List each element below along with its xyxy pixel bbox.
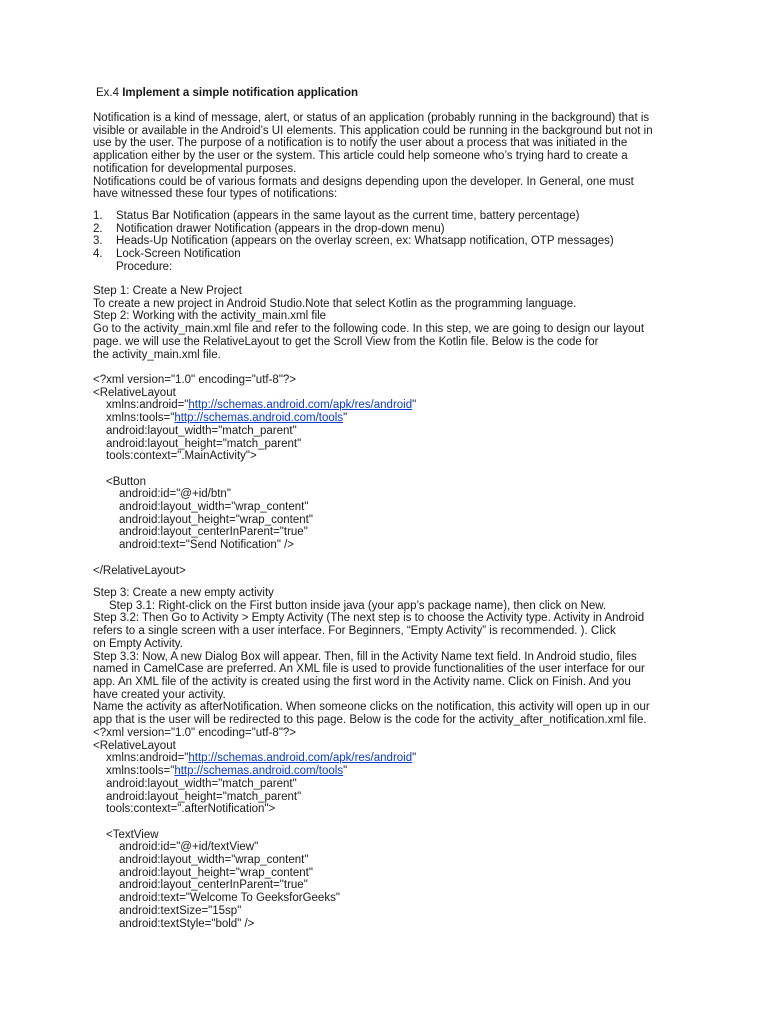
step-line: Name the activity as afterNotification. When someone clicks on the notification, this activity will open up in our: [93, 701, 650, 714]
step-line: Step 3: Create a new empty activity: [93, 587, 274, 599]
code-line: android:layout_height="wrap_content": [119, 513, 313, 526]
step-line: app. An XML file of the activity is created using the first word in the Activity name. Click on Finish. And you: [93, 675, 631, 688]
code-line: </RelativeLayout>: [93, 564, 186, 577]
intro-line: visible or available in the Android’s UI elements. This application could be running in the background but not in: [93, 124, 653, 137]
exercise-number: Ex.4: [96, 87, 123, 99]
code-line: xmlns:tools="http://schemas.android.com/tools": [106, 412, 348, 425]
step-line: Step 3.1: Right-click on the First button inside java (your app’s package name), then click on New.: [109, 599, 607, 612]
code-line: android:layout_width="match_parent": [106, 424, 297, 437]
step-line: Step 1: Create a New Project: [93, 285, 242, 297]
code-block-after-notification: [93, 727, 683, 930]
code-line: android:layout_width="match_parent": [106, 777, 297, 790]
code-line: <RelativeLayout: [93, 739, 176, 752]
step-line: have created your activity.: [93, 688, 226, 701]
code-line: <?xml version="1.0" encoding="utf-8"?>: [93, 727, 297, 739]
code-line: android:layout_height="match_parent": [106, 790, 302, 803]
step-line: named in CamelCase are preferred. An XML file is used to provide functionalities of the user interface for our: [93, 663, 645, 676]
android-schema-link[interactable]: http://schemas.android.com/apk/res/android: [188, 399, 413, 412]
code-line: android:textSize="15sp": [119, 904, 242, 917]
code-line: android:layout_centerInParent="true": [119, 879, 308, 892]
android-schema-link[interactable]: http://schemas.android.com/apk/res/android: [188, 752, 413, 765]
step-line: app that is the user will be redirected to this page. Below is the code for the activity_after_notification.xml file.: [93, 714, 647, 727]
step-3: [93, 587, 683, 727]
code-line: xmlns:tools="http://schemas.android.com/tools": [106, 765, 348, 778]
code-line: xmlns:android="http://schemas.android.com/apk/res/android": [106, 752, 417, 765]
intro-line: Notification is a kind of message, alert, or status of an application (probably running in the background) that is: [93, 112, 650, 124]
intro-line: Notifications could be of various formats and designs depending upon the developer. In General, one must: [93, 175, 634, 188]
code-line: tools:context=".afterNotification">: [106, 803, 276, 816]
intro-line: application either by the user or the system. This article could help someone who’s trying hard to create a: [93, 150, 628, 163]
code-line: android:text="Welcome To GeeksforGeeks": [119, 892, 340, 905]
exercise-title: [96, 87, 358, 100]
tools-schema-link[interactable]: http://schemas.android.com/tools: [174, 765, 344, 778]
code-line: android:layout_height="wrap_content": [119, 866, 313, 879]
step-line: the activity_main.xml file.: [93, 348, 221, 361]
tools-schema-link[interactable]: http://schemas.android.com/tools: [174, 412, 344, 425]
step-line: Step 2: Working with the activity_main.xml file: [93, 310, 327, 323]
code-line: android:id="@+id/textView": [119, 841, 259, 854]
code-line: android:text="Send Notification" />: [119, 539, 295, 552]
code-line: xmlns:android="http://schemas.android.com/apk/res/android": [106, 399, 417, 412]
list-item: 3. Heads-Up Notification (appears on the overlay screen, ex: Whatsapp notification, OTP messages): [93, 235, 614, 248]
code-block-activity-main: [93, 374, 683, 577]
exercise-heading: Implement a simple notification application: [122, 87, 359, 99]
steps-1-2: [93, 285, 683, 361]
code-line: <?xml version="1.0" encoding="utf-8"?>: [93, 374, 297, 386]
code-line: <Button: [106, 475, 146, 488]
notification-types-list: [93, 210, 693, 274]
intro-paragraph: [93, 112, 683, 201]
code-line: <TextView: [106, 828, 159, 841]
code-line: android:layout_centerInParent="true": [119, 526, 308, 539]
step-line: refers to a single screen with a user interface. For Beginners, “Empty Activity” is recommended. ). Click: [93, 625, 616, 638]
list-item: 4. Lock-Screen Notification: [93, 248, 241, 261]
code-line: <RelativeLayout: [93, 386, 176, 399]
step-line: Go to the activity_main.xml file and refer to the following code. In this step, we are going to design our layout: [93, 323, 645, 336]
code-line: android:textStyle="bold" />: [119, 917, 255, 930]
intro-line: use by the user. The purpose of a notification is to notify the user about a process that was initiated in the: [93, 137, 628, 150]
step-line: page. we will use the RelativeLayout to get the Scroll View from the Kotlin file. Below is the code for: [93, 335, 599, 348]
code-line: android:layout_width="wrap_content": [119, 501, 309, 514]
step-line: on Empty Activity.: [93, 637, 183, 650]
procedure-label: Procedure:: [116, 260, 173, 273]
code-line: tools:context=".MainActivity">: [106, 450, 257, 463]
step-line: To create a new project in Android Studio.Note that select Kotlin as the programming language.: [93, 297, 577, 310]
code-line: android:id="@+id/btn": [119, 488, 231, 501]
list-item: 2. Notification drawer Notification (appears in the drop-down menu): [93, 222, 445, 235]
step-line: Step 3.2: Then Go to Activity > Empty Activity (The next step is to choose the Activity type. Activity in Android: [93, 612, 645, 625]
list-item: 1. Status Bar Notification (appears in the same layout as the current time, battery percentage): [93, 210, 580, 222]
intro-line: have witnessed these four types of notifications:: [93, 188, 338, 201]
intro-line: notification for developmental purposes.: [93, 162, 297, 175]
step-line: Step 3.3: Now, A new Dialog Box will appear. Then, fill in the Activity Name text field. In Android studio, files: [93, 650, 637, 663]
code-line: android:layout_width="wrap_content": [119, 854, 309, 867]
code-line: android:layout_height="match_parent": [106, 437, 302, 450]
